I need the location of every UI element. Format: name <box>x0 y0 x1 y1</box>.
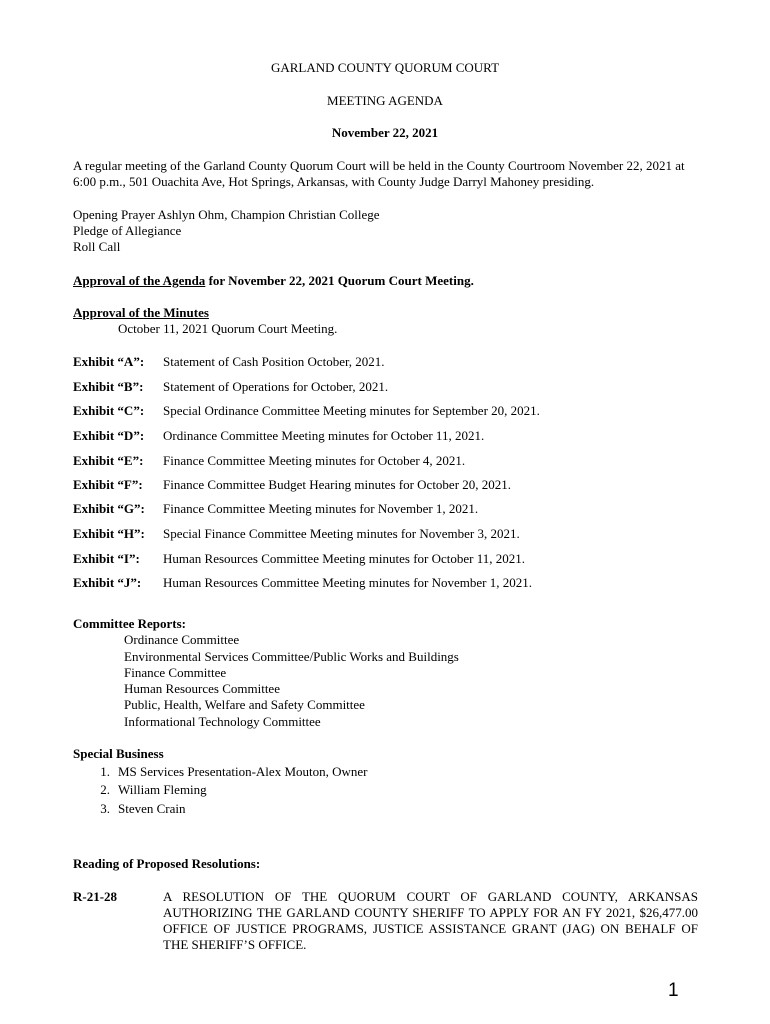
exhibit-label: Exhibit “I”: <box>73 551 140 566</box>
resolutions-heading: Reading of Proposed Resolutions: <box>73 856 261 871</box>
exhibit-text: Human Resources Committee Meeting minutes for November 1, 2021. <box>163 575 532 590</box>
approval-minutes-item: October 11, 2021 Quorum Court Meeting. <box>118 321 338 336</box>
exhibit-label: Exhibit “D”: <box>73 428 145 443</box>
exhibit-text: Ordinance Committee Meeting minutes for October 11, 2021. <box>163 428 485 443</box>
committee-item: Environmental Services Committee/Public Works and Buildings <box>124 649 459 664</box>
page-number: 1 <box>668 980 679 1001</box>
exhibit-label: Exhibit “J”: <box>73 575 142 590</box>
resolution-id: R-21-28 <box>73 889 118 904</box>
list-item-text: Steven Crain <box>118 801 186 816</box>
exhibit-text: Statement of Operations for October, 2021. <box>163 379 389 394</box>
committee-reports-heading: Committee Reports: <box>73 616 186 631</box>
org-name: GARLAND COUNTY QUORUM COURT <box>270 60 500 75</box>
committee-item: Public, Health, Welfare and Safety Committee <box>124 697 365 712</box>
opening-prayer: Opening Prayer Ashlyn Ohm, Champion Christian College <box>73 207 380 222</box>
committee-item: Human Resources Committee <box>124 681 280 696</box>
exhibit-label: Exhibit “H”: <box>73 526 145 541</box>
exhibit-text: Statement of Cash Position October, 2021. <box>163 354 385 369</box>
committee-item: Informational Technology Committee <box>124 714 321 729</box>
list-item-text: MS Services Presentation-Alex Mouton, Owner <box>118 764 368 779</box>
resolution-text: A RESOLUTION OF THE QUORUM COURT OF GARLAND COUNTY, ARKANSAS AUTHORIZING THE GARLAND COUNTY SHERIFF TO APPLY FOR AN FY 2021, $26,477.00 OFFICE OF JUSTICE PROGRAMS, JUSTICE ASSISTANCE GRANT (JAG) ON BEHALF OF THE SHERIFF’S OFFICE. <box>163 889 698 952</box>
exhibit-text: Human Resources Committee Meeting minutes for October 11, 2021. <box>163 551 526 566</box>
committee-item: Finance Committee <box>124 665 227 680</box>
list-item-number: 2. <box>100 782 110 797</box>
meeting-date: November 22, 2021 <box>331 125 439 140</box>
exhibit-text: Finance Committee Meeting minutes for October 4, 2021. <box>163 453 466 468</box>
list-item-number: 3. <box>100 801 110 816</box>
exhibit-label: Exhibit “B”: <box>73 379 144 394</box>
exhibit-label: Exhibit “F”: <box>73 477 143 492</box>
intro-paragraph: A regular meeting of the Garland County Quorum Court will be held in the County Courtroom November 22, 2021 at 6:00 p.m., 501 Ouachita Ave, Hot Springs, Arkansas, with County Judge Darryl Mahoney presiding. <box>73 158 685 189</box>
exhibit-text: Special Finance Committee Meeting minutes for November 3, 2021. <box>163 526 520 541</box>
approval-agenda <box>73 273 474 289</box>
pledge: Pledge of Allegiance <box>73 223 182 238</box>
list-item-text: William Fleming <box>118 782 207 797</box>
exhibit-label: Exhibit “C”: <box>73 403 145 418</box>
exhibit-text: Special Ordinance Committee Meeting minutes for September 20, 2021. <box>163 403 540 418</box>
exhibit-label: Exhibit “G”: <box>73 501 145 516</box>
roll-call: Roll Call <box>73 239 121 254</box>
exhibit-label: Exhibit “E”: <box>73 453 144 468</box>
exhibit-label: Exhibit “A”: <box>73 354 145 369</box>
approval-minutes-heading: Approval of the Minutes <box>73 305 209 320</box>
special-business-heading: Special Business <box>73 746 164 761</box>
exhibit-text: Finance Committee Meeting minutes for November 1, 2021. <box>163 501 479 516</box>
document-title: MEETING AGENDA <box>327 93 443 108</box>
committee-item: Ordinance Committee <box>124 632 240 647</box>
list-item-number: 1. <box>100 764 110 779</box>
exhibit-text: Finance Committee Budget Hearing minutes for October 20, 2021. <box>163 477 512 492</box>
approval-agenda-rest: for November 22, 2021 Quorum Court Meeting. <box>205 273 474 288</box>
approval-agenda-label: Approval of the Agenda <box>73 273 206 288</box>
